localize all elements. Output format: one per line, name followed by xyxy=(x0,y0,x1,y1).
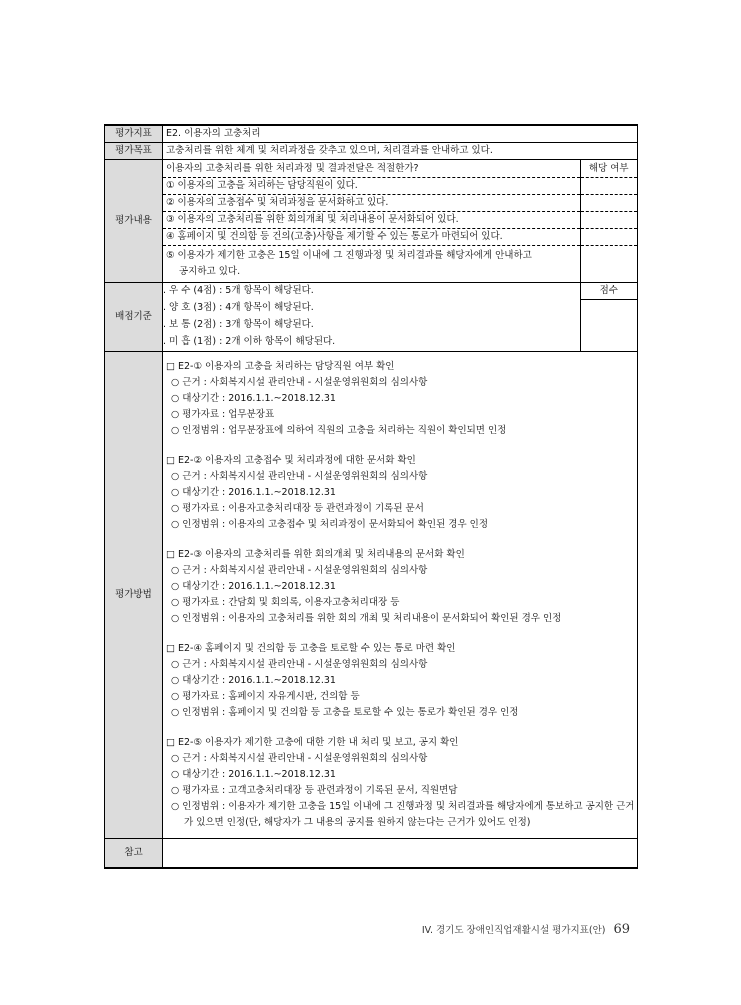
method-item: ○ 근거 : 사회복지시설 관리안내 - 시설운영위원회의 심의사항 xyxy=(171,376,428,388)
method-item: ○ 인정범위 : 이용자의 고충처리를 위한 회의 개최 및 처리내용이 문서화되어 확인된 경우 인정 xyxy=(171,612,562,624)
method-item: ○ 평가자료 : 고객고충처리대장 등 관련과정이 기록된 문서, 직원면담 xyxy=(171,784,458,796)
scoring-subtable xyxy=(163,283,637,351)
content-row xyxy=(105,160,638,283)
method-item: ○ 근거 : 사회복지시설 관리안내 - 시설운영위원회의 심의사항 xyxy=(171,752,428,764)
goal-label: 평가목표 xyxy=(105,143,163,160)
footer-text: IV. 경기도 장애인직업재활시설 평가지표(안) xyxy=(421,925,606,936)
scoring-item: . 양 호 (3점) : 4개 항목이 해당된다. xyxy=(163,300,580,317)
method-item: ○ 근거 : 사회복지시설 관리안내 - 시설운영위원회의 심의사항 xyxy=(171,470,428,482)
status-cell[interactable] xyxy=(580,194,637,211)
content-question: 이용자의 고충처리를 위한 처리과정 및 결과전달은 적절한가? xyxy=(163,160,580,177)
status-header: 해당 여부 xyxy=(588,162,629,174)
method-block xyxy=(166,453,637,533)
method-label: 평가방법 xyxy=(105,351,163,838)
method-item: ○ 대상기간 : 2016.1.1.~2018.12.31 xyxy=(171,580,336,592)
content-item-5-line1: ⑤ 이용자가 제기한 고충은 15일 이내에 그 진행과정 및 처리결과를 해당자에게 안내하고 xyxy=(166,249,532,261)
scoring-row xyxy=(105,282,638,351)
method-block xyxy=(166,641,637,721)
method-item: ○ 인정범위 : 이용자가 제기한 고충을 15일 이내에 그 진행과정 및 처리결과를 해당자에게 통보하고 공지한 근거가 있으면 인정(단, 해당자가 그 내용의 공지를 원하지 않는다는 근거가 있어도 인정) xyxy=(171,800,635,828)
score-header: 점수 xyxy=(580,283,637,300)
evaluation-table xyxy=(104,124,638,869)
method-item: ○ 인정범위 : 홈페이지 및 건의함 등 고충을 토로할 수 있는 통로가 확인된 경우 인정 xyxy=(171,706,519,718)
method-title: □ E2-① 이용자의 고충을 처리하는 담당직원 여부 확인 xyxy=(166,360,395,372)
method-title: □ E2-② 이용자의 고충접수 및 처리과정에 대한 문서화 확인 xyxy=(166,454,416,466)
content-item: ④ 홈페이지 및 건의함 등 건의(고충)사항을 제기할 수 있는 통로가 마련되어 있다. xyxy=(163,228,580,245)
score-cell[interactable] xyxy=(580,300,637,351)
content-subtable xyxy=(163,160,637,282)
method-item: ○ 평가자료 : 간담회 및 회의록, 이용자고충처리대장 등 xyxy=(171,596,400,608)
scoring-label: 배점기준 xyxy=(105,282,163,351)
status-cell[interactable] xyxy=(580,228,637,245)
content-item-5-line2: 공지하고 있다. xyxy=(179,265,241,277)
scoring-item: . 우 수 (4점) : 5개 항목이 해당된다. xyxy=(163,283,580,300)
page-number: 69 xyxy=(613,922,630,937)
indicator-row xyxy=(105,125,638,143)
method-item: ○ 평가자료 : 홈페이지 자유게시판, 건의함 등 xyxy=(171,690,360,702)
content-item: ② 이용자의 고충접수 및 처리과정을 문서화하고 있다. xyxy=(163,194,580,211)
method-title: □ E2-④ 홈페이지 및 건의함 등 고충을 토로할 수 있는 통로 마련 확인 xyxy=(166,642,456,654)
method-block xyxy=(166,735,637,831)
method-item: ○ 대상기간 : 2016.1.1.~2018.12.31 xyxy=(171,392,336,404)
note-value xyxy=(163,838,638,868)
status-cell[interactable] xyxy=(580,211,637,228)
status-cell[interactable] xyxy=(580,245,637,282)
method-item: ○ 인정범위 : 업무분장표에 의하여 직원의 고충을 처리하는 직원이 확인되면 인정 xyxy=(171,424,507,436)
method-item: ○ 평가자료 : 업무분장표 xyxy=(171,408,275,420)
note-row xyxy=(105,838,638,868)
page-footer xyxy=(0,922,630,938)
scoring-item: . 미 흡 (1점) : 2개 이하 항목이 해당된다. xyxy=(163,334,580,351)
scoring-item: . 보 통 (2점) : 3개 항목이 해당된다. xyxy=(163,317,580,334)
method-block xyxy=(166,359,637,439)
method-item: ○ 평가자료 : 이용자고충처리대장 등 관련과정이 기록된 문서 xyxy=(171,502,424,514)
method-content xyxy=(163,351,638,838)
method-row xyxy=(105,351,638,838)
content-item xyxy=(163,245,580,282)
status-cell[interactable] xyxy=(580,177,637,194)
content-item: ③ 이용자의 고충처리를 위한 회의개최 및 처리내용이 문서화되어 있다. xyxy=(163,211,580,228)
method-title: □ E2-⑤ 이용자가 제기한 고충에 대한 기한 내 처리 및 보고, 공지 확인 xyxy=(166,736,459,748)
content-item: ① 이용자의 고충을 처리하는 담당직원이 있다. xyxy=(163,177,580,194)
method-item: ○ 대상기간 : 2016.1.1.~2018.12.31 xyxy=(171,674,336,686)
method-title: □ E2-③ 이용자의 고충처리를 위한 회의개최 및 처리내용의 문서화 확인 xyxy=(166,548,465,560)
note-label: 참고 xyxy=(105,838,163,868)
content-label: 평가내용 xyxy=(105,160,163,283)
method-block xyxy=(166,547,637,627)
method-item: ○ 대상기간 : 2016.1.1.~2018.12.31 xyxy=(171,486,336,498)
method-item: ○ 대상기간 : 2016.1.1.~2018.12.31 xyxy=(171,768,336,780)
goal-value: 고충처리를 위한 체계 및 처리과정을 갖추고 있으며, 처리결과를 안내하고 있다. xyxy=(163,143,638,160)
method-item: ○ 인정범위 : 이용자의 고충접수 및 처리과정이 문서화되어 확인된 경우 인정 xyxy=(171,518,488,530)
method-item: ○ 근거 : 사회복지시설 관리안내 - 시설운영위원회의 심의사항 xyxy=(171,564,428,576)
method-item: ○ 근거 : 사회복지시설 관리안내 - 시설운영위원회의 심의사항 xyxy=(171,658,428,670)
goal-row xyxy=(105,143,638,160)
indicator-value: E2. 이용자의 고충처리 xyxy=(163,125,638,143)
indicator-label: 평가지표 xyxy=(105,125,163,143)
